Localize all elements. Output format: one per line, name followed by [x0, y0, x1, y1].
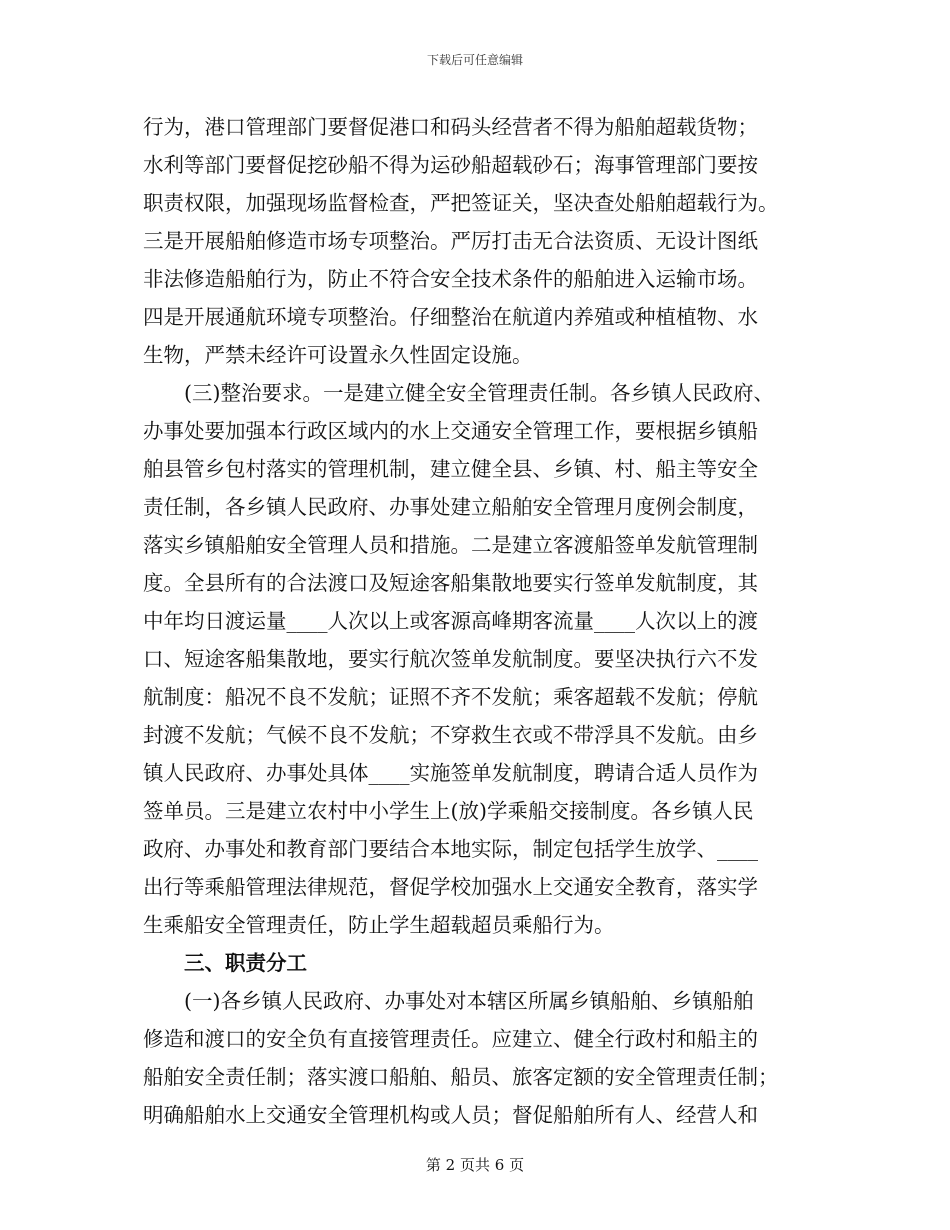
text-line: 政府、办事处和教育部门要结合本地实际，制定包括学生放学、____	[143, 837, 758, 861]
text-line: 舶县管乡包村落实的管理机制，建立健全县、乡镇、村、船主等安全	[143, 457, 758, 481]
text-line: 生乘船安全管理责任，防止学生超载超员乘船行为。	[143, 913, 615, 937]
text-line: 封渡不发航；气候不良不发航；不穿救生衣或不带浮具不发航。由乡	[143, 723, 758, 747]
document-body	[143, 108, 813, 1134]
text-line: 职责权限，加强现场监督检查，严把签证关，坚决查处船舶超载行为。	[143, 191, 779, 215]
section-heading: 三、职责分工	[143, 951, 307, 975]
text-line: 签单员。三是建立农村中小学生上(放)学乘船交接制度。各乡镇人民	[143, 799, 754, 823]
text-line: 办事处要加强本行政区域内的水上交通安全管理工作，要根据乡镇船	[143, 419, 758, 443]
paragraph-start-line: (三)整治要求。一是建立健全安全管理责任制。各乡镇人民政府、	[143, 381, 774, 405]
paragraph-start-line: (一)各乡镇人民政府、办事处对本辖区所属乡镇船舶、乡镇船舶	[143, 989, 754, 1013]
text-line: 明确船舶水上交通安全管理机构或人员；督促船舶所有人、经营人和	[143, 1103, 758, 1127]
text-line: 口、短途客船集散地，要实行航次签单发航制度。要坚决执行六不发	[143, 647, 758, 671]
text-line: 落实乡镇船舶安全管理人员和措施。二是建立客渡船签单发航管理制	[143, 533, 758, 557]
text-line: 生物，严禁未经许可设置永久性固定设施。	[143, 343, 533, 367]
page-header: 下载后可任意编辑	[426, 53, 523, 67]
text-line: 水利等部门要督促挖砂船不得为运砂船超载砂石；海事管理部门要按	[143, 153, 758, 177]
text-line: 三是开展船舶修造市场专项整治。严厉打击无合法资质、无设计图纸	[143, 229, 758, 253]
text-line: 航制度：船况不良不发航；证照不齐不发航；乘客超载不发航；停航	[143, 685, 758, 709]
text-line: 出行等乘船管理法律规范，督促学校加强水上交通安全教育，落实学	[143, 875, 758, 899]
page-footer: 第 2 页共 6 页	[425, 1156, 525, 1174]
text-line: 责任制，各乡镇人民政府、办事处建立船舶安全管理月度例会制度，	[143, 495, 758, 519]
text-line: 船舶安全责任制；落实渡口船舶、船员、旅客定额的安全管理责任制；	[143, 1065, 779, 1089]
text-line: 度。全县所有的合法渡口及短途客船集散地要实行签单发航制度，其	[143, 571, 758, 595]
text-line: 行为，港口管理部门要督促港口和码头经营者不得为船舶超载货物；	[143, 115, 758, 139]
text-line: 四是开展通航环境专项整治。仔细整治在航道内养殖或种植植物、水	[143, 305, 758, 329]
text-line: 修造和渡口的安全负有直接管理责任。应建立、健全行政村和船主的	[143, 1027, 758, 1051]
text-line: 非法修造船舶行为，防止不符合安全技术条件的船舶进入运输市场。	[143, 267, 758, 291]
text-line: 中年均日渡运量____人次以上或客源高峰期客流量____人次以上的渡	[143, 609, 758, 633]
text-line: 镇人民政府、办事处具体____实施签单发航制度，聘请合适人员作为	[143, 761, 758, 785]
